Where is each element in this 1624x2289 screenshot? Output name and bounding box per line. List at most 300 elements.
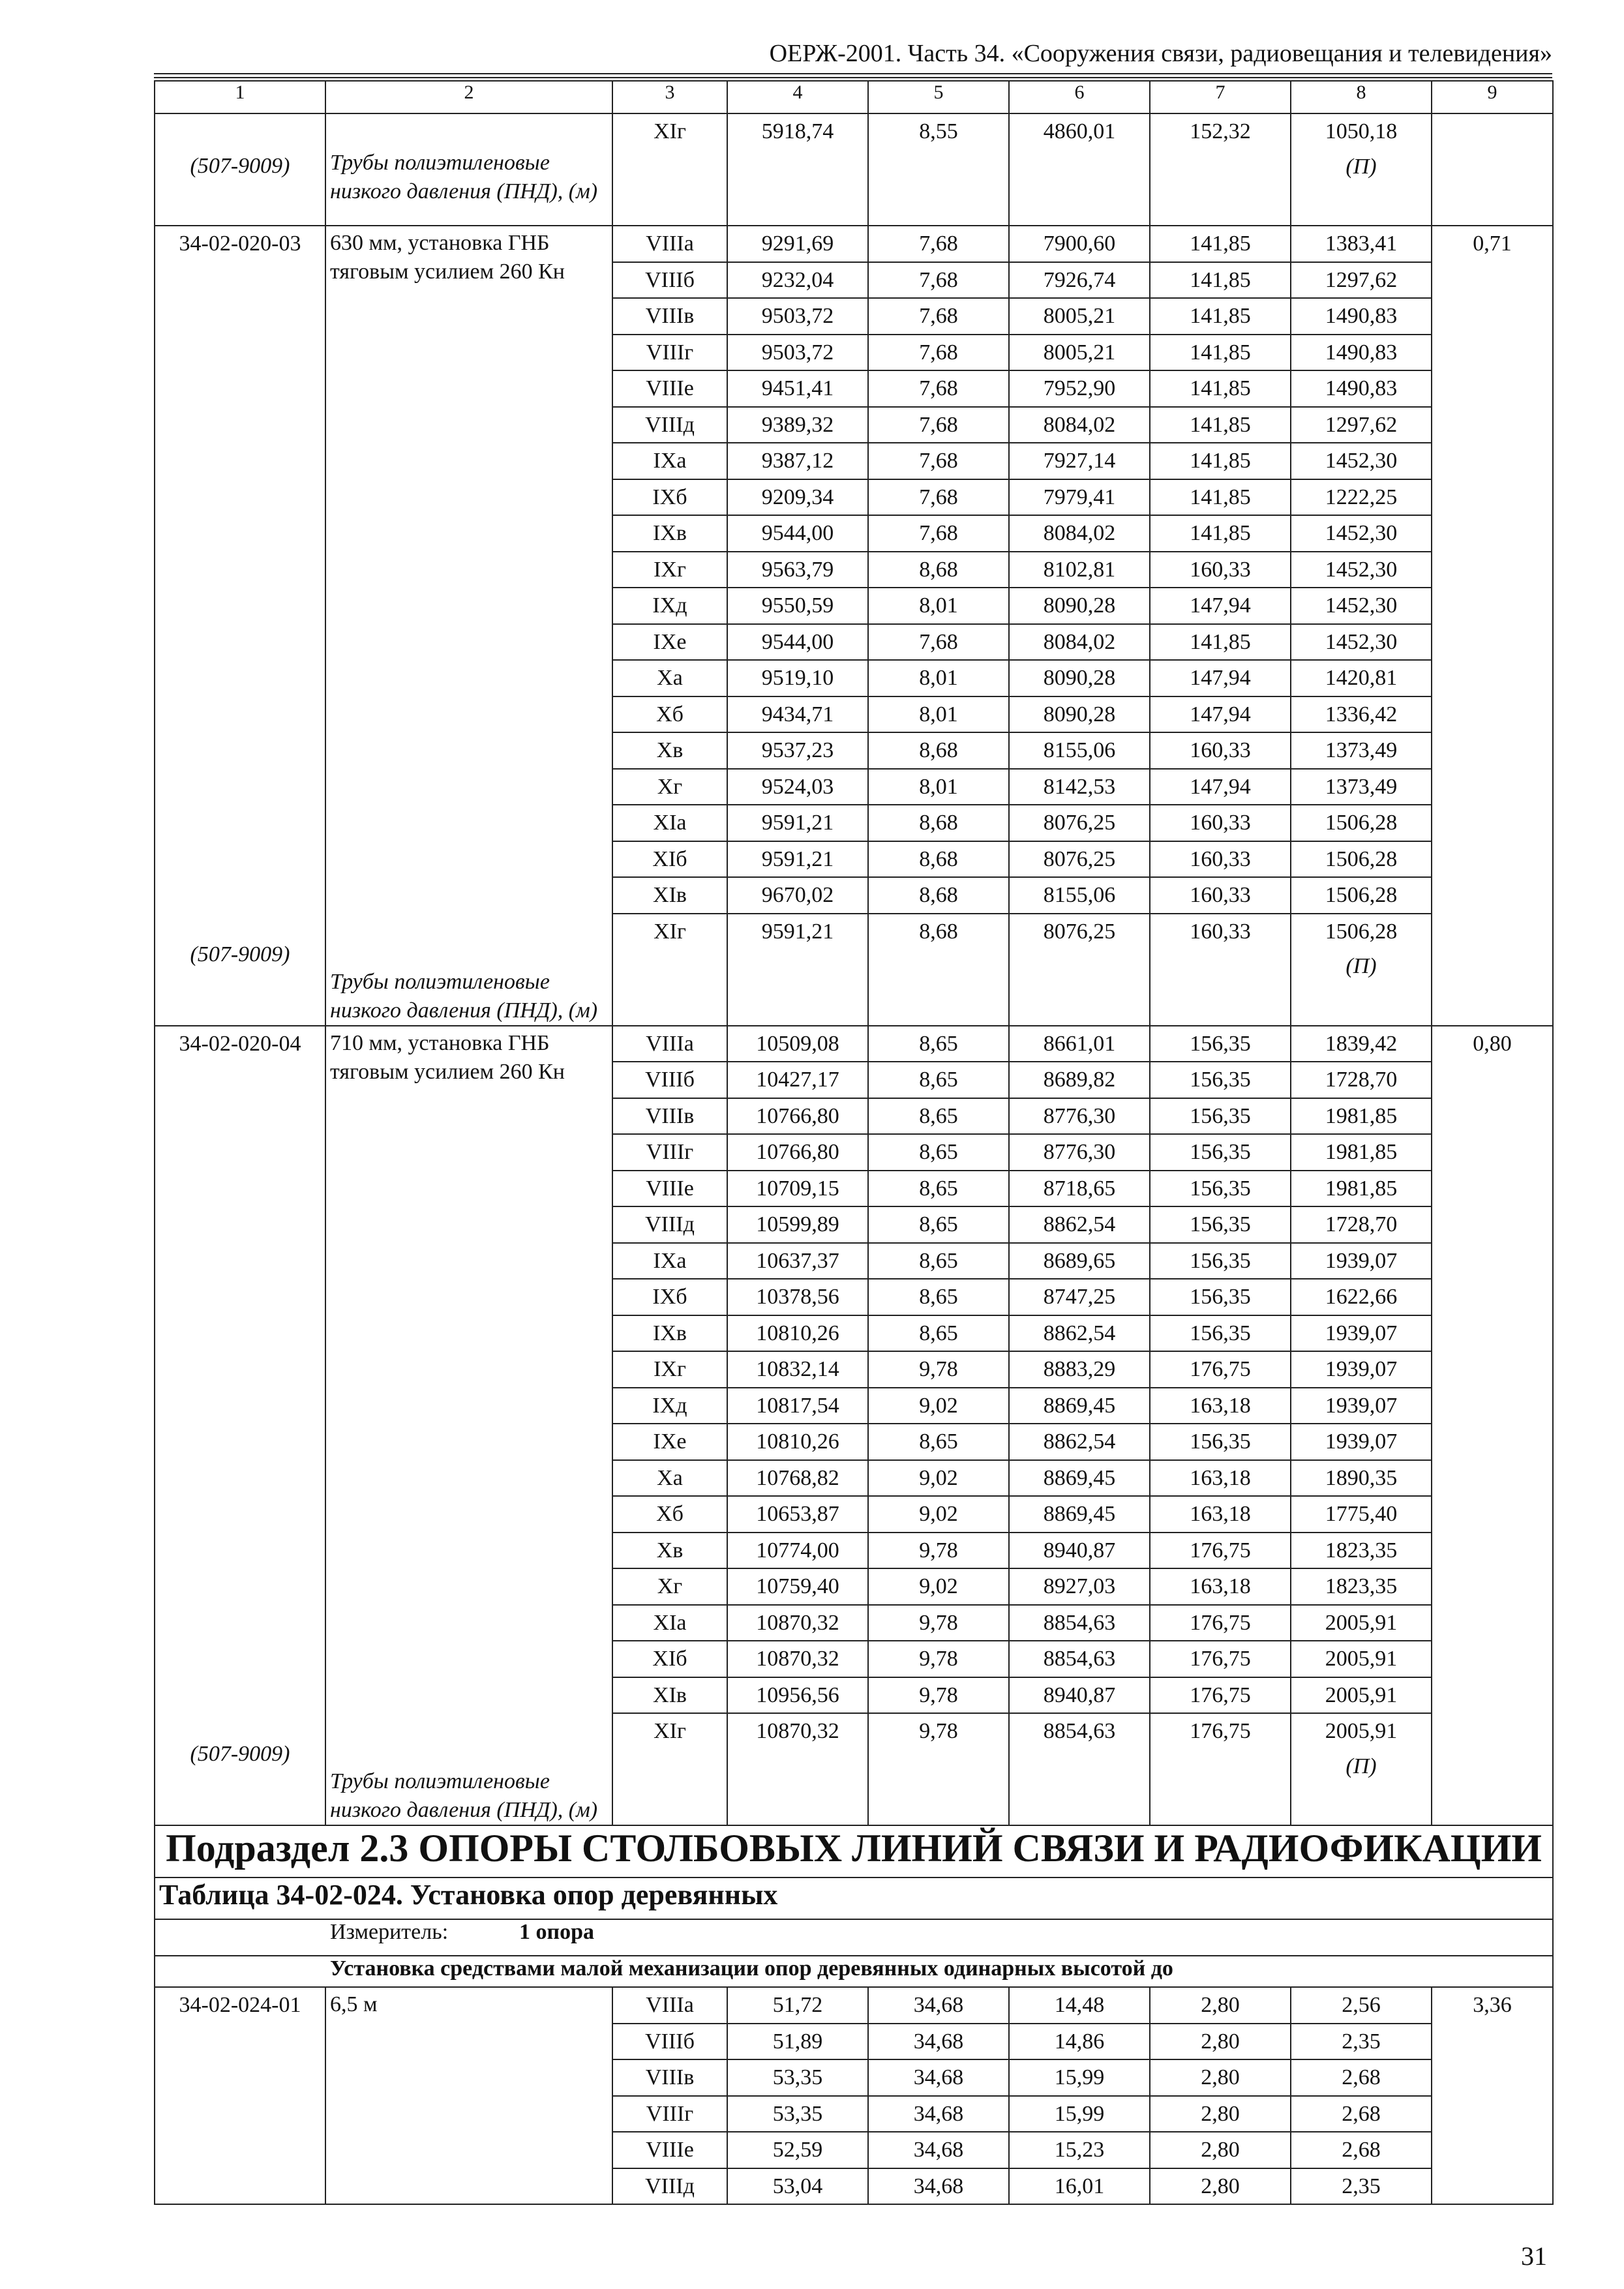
page-number: 31 (1521, 2241, 1547, 2271)
value-cell: 156,35 (1150, 1424, 1291, 1460)
zone-cell: IXд (612, 588, 727, 624)
zone-cell: VIIIд (612, 407, 727, 443)
value-cell: 9591,21 (727, 805, 868, 841)
value: 1336,42 (1325, 702, 1398, 726)
value: 1490,83 (1325, 304, 1398, 328)
value-cell: 7,68 (868, 370, 1009, 407)
value: 1452,30 (1325, 629, 1398, 654)
value-cell: 8,68 (868, 552, 1009, 588)
value-cell: 8,55 (868, 113, 1009, 226)
rates-table (154, 80, 1554, 2205)
value-cell: 141,85 (1150, 515, 1291, 552)
value-cell: 141,85 (1150, 262, 1291, 299)
value-cell: 8862,54 (1009, 1424, 1150, 1460)
value: 1490,83 (1325, 376, 1398, 400)
name-cell (325, 1987, 612, 2204)
value-cell (1291, 1351, 1432, 1388)
value-cell: 10637,37 (727, 1243, 868, 1279)
value-cell: 8862,54 (1009, 1315, 1150, 1352)
value-cell: 8869,45 (1009, 1460, 1150, 1497)
rate-name: 710 мм, установка ГНБ тяговым усилием 260 Кн (330, 1030, 565, 1084)
value: 1452,30 (1325, 449, 1398, 473)
value-cell: 160,33 (1150, 732, 1291, 769)
value-cell: 156,35 (1150, 1171, 1291, 1207)
value-cell: 7952,90 (1009, 370, 1150, 407)
value-cell: 8090,28 (1009, 588, 1150, 624)
zone-cell: VIIIв (612, 2059, 727, 2096)
value: 2,35 (1342, 2029, 1381, 2054)
value-cell: 2,80 (1150, 2168, 1291, 2205)
value-cell: 156,35 (1150, 1206, 1291, 1243)
value-cell: 141,85 (1150, 443, 1291, 479)
value-cell (1291, 696, 1432, 733)
value-cell: 8,65 (868, 1206, 1009, 1243)
value-cell (1291, 2132, 1432, 2168)
value-cell: 9,78 (868, 1533, 1009, 1569)
value-cell: 8076,25 (1009, 841, 1150, 878)
value-cell: 10768,82 (727, 1460, 868, 1497)
value: 1297,62 (1325, 267, 1398, 292)
zone-cell: Xа (612, 1460, 727, 1497)
value-cell: 8,68 (868, 877, 1009, 914)
value-cell: 10599,89 (727, 1206, 868, 1243)
value-cell: 9387,12 (727, 443, 868, 479)
zone-cell: Xг (612, 1568, 727, 1605)
value-cell (1291, 262, 1432, 299)
value-cell (1291, 805, 1432, 841)
value-cell (1291, 2168, 1432, 2205)
value-cell: 14,48 (1009, 1987, 1150, 2024)
zone-cell: XIб (612, 841, 727, 878)
value-cell: 9550,59 (727, 588, 868, 624)
zone-cell: VIIIд (612, 2168, 727, 2205)
zone-cell: XIа (612, 1605, 727, 1641)
value-cell (1291, 1098, 1432, 1135)
value-cell (1291, 1533, 1432, 1569)
value-cell: 176,75 (1150, 1533, 1291, 1569)
col-num: 7 (1150, 81, 1291, 113)
value-cell: 147,94 (1150, 769, 1291, 805)
value: 1452,30 (1325, 593, 1398, 618)
value-cell: 160,33 (1150, 841, 1291, 878)
value-cell: 10832,14 (727, 1351, 868, 1388)
zone-cell: IXа (612, 1243, 727, 1279)
value: 1981,85 (1325, 1176, 1398, 1201)
value: 2,68 (1342, 2138, 1381, 2162)
measure-value: 1 опора (519, 1920, 594, 1944)
pipe-code: (507-9009) (190, 154, 290, 178)
pipe-name-cell (325, 113, 612, 226)
value-cell: 156,35 (1150, 1243, 1291, 1279)
value: 1823,35 (1325, 1574, 1398, 1598)
value-cell: 8776,30 (1009, 1134, 1150, 1171)
value-cell: 141,85 (1150, 370, 1291, 407)
zone-cell: XIг (612, 1713, 727, 1825)
value-cell: 9,78 (868, 1641, 1009, 1677)
zone-cell: VIIIа (612, 1987, 727, 2024)
value-cell: 156,35 (1150, 1098, 1291, 1135)
value-cell: 9537,23 (727, 732, 868, 769)
value-cell: 10709,15 (727, 1171, 868, 1207)
pipe-name: Трубы полиэтиленовые низкого давления (ПНД), (м) (330, 151, 598, 203)
value-cell: 7,68 (868, 479, 1009, 516)
value-cell (1291, 660, 1432, 696)
value-cell (1291, 443, 1432, 479)
value-cell: 51,89 (727, 2024, 868, 2060)
value-cell: 53,35 (727, 2059, 868, 2096)
value-cell: 9670,02 (727, 877, 868, 914)
zone-cell: VIIIе (612, 370, 727, 407)
subsection-row (155, 1825, 1553, 1878)
value-cell: 8689,82 (1009, 1062, 1150, 1098)
rate-code: 34-02-020-03 (179, 232, 301, 256)
value-cell: 15,23 (1009, 2132, 1150, 2168)
value-cell: 7,68 (868, 407, 1009, 443)
value-cell: 10653,87 (727, 1496, 868, 1533)
value-cell: 10766,80 (727, 1098, 868, 1135)
value-cell (1291, 1062, 1432, 1098)
value-cell: 8,01 (868, 588, 1009, 624)
header-rule-double (154, 77, 1552, 78)
zone-cell: VIIIа (612, 226, 727, 262)
value-cell (1291, 1605, 1432, 1641)
value: 1622,66 (1325, 1285, 1398, 1309)
value: 1490,83 (1325, 340, 1398, 365)
col-num: 6 (1009, 81, 1150, 113)
value-cell: 8076,25 (1009, 914, 1150, 1026)
name-cell (325, 1026, 612, 1826)
value-cell: 141,85 (1150, 624, 1291, 661)
value-cell: 10810,26 (727, 1424, 868, 1460)
page-header: ОЕРЖ-2001. Часть 34. «Сооружения связи, радиовещания и телевидения» (769, 40, 1552, 67)
zone-cell: Xб (612, 696, 727, 733)
zone-cell: VIIIб (612, 2024, 727, 2060)
zone-cell: VIIIв (612, 298, 727, 335)
value: 1506,28 (1325, 846, 1398, 871)
pipe-name: Трубы полиэтиленовые низкого давления (ПНД), (м) (330, 969, 598, 1023)
zone-cell: Xв (612, 1533, 727, 1569)
value-cell: 10870,32 (727, 1713, 868, 1825)
value-cell (1291, 1243, 1432, 1279)
value-cell: 9,02 (868, 1388, 1009, 1424)
value-cell: 176,75 (1150, 1605, 1291, 1641)
value-cell: 147,94 (1150, 588, 1291, 624)
value: 1981,85 (1325, 1140, 1398, 1164)
block-034-02-020-03 (155, 226, 1553, 1026)
value-cell: 8,65 (868, 1062, 1009, 1098)
zone-cell: Xб (612, 1496, 727, 1533)
value-cell (1291, 1315, 1432, 1352)
value-cell (1291, 1641, 1432, 1677)
table-title: Таблица 34-02-024. Установка опор деревянных (155, 1878, 1553, 1919)
value-cell: 34,68 (868, 2059, 1009, 2096)
zone-cell: IXв (612, 515, 727, 552)
zone-cell: VIIIе (612, 2132, 727, 2168)
value-cell: 8,65 (868, 1134, 1009, 1171)
value-cell: 8084,02 (1009, 515, 1150, 552)
value-cell: 8155,06 (1009, 732, 1150, 769)
value: 1506,28 (1325, 883, 1398, 907)
value: 1222,25 (1325, 485, 1398, 509)
zone-cell: IXг (612, 552, 727, 588)
value-cell: 34,68 (868, 2168, 1009, 2205)
value-cell: 8,65 (868, 1243, 1009, 1279)
value-cell: 10870,32 (727, 1605, 868, 1641)
value-cell: 14,86 (1009, 2024, 1150, 2060)
value: 1420,81 (1325, 666, 1398, 690)
value: 1981,85 (1325, 1103, 1398, 1128)
value-cell: 8689,65 (1009, 1243, 1150, 1279)
value: 1728,70 (1325, 1212, 1398, 1236)
value-cell: 176,75 (1150, 1351, 1291, 1388)
table-row (155, 113, 1553, 226)
value-cell: 156,35 (1150, 1315, 1291, 1352)
value-cell: 9,02 (868, 1460, 1009, 1497)
value-cell: 10759,40 (727, 1568, 868, 1605)
value-cell (1291, 1279, 1432, 1315)
value-cell: 8,68 (868, 841, 1009, 878)
col-num: 3 (612, 81, 727, 113)
zone-cell: VIIIб (612, 1062, 727, 1098)
col-num: 2 (325, 81, 612, 113)
zone-cell: VIIIв (612, 1098, 727, 1135)
value-cell: 8,65 (868, 1026, 1009, 1062)
value-cell (1291, 479, 1432, 516)
name-cell (325, 226, 612, 1026)
value-cell: 7,68 (868, 515, 1009, 552)
value-cell: 34,68 (868, 1987, 1009, 2024)
value-cell: 9,78 (868, 1351, 1009, 1388)
value: 2005,91 (1325, 1683, 1398, 1707)
zone-cell: IXе (612, 1424, 727, 1460)
value-cell: 9519,10 (727, 660, 868, 696)
zone-cell: VIIIа (612, 1026, 727, 1062)
zone-cell: Xа (612, 660, 727, 696)
value-cell (1291, 1206, 1432, 1243)
value: 1939,07 (1325, 1393, 1398, 1418)
value-cell (1291, 1424, 1432, 1460)
value-cell: 9291,69 (727, 226, 868, 262)
value-cell: 8,01 (868, 769, 1009, 805)
value-cell: 163,18 (1150, 1460, 1291, 1497)
table-row (155, 1026, 1553, 1062)
value: 1506,28 (1325, 919, 1398, 944)
value-cell (1291, 877, 1432, 914)
value-cell: 8084,02 (1009, 624, 1150, 661)
value-cell: 34,68 (868, 2132, 1009, 2168)
value-cell: 9232,04 (727, 262, 868, 299)
value-cell: 9563,79 (727, 552, 868, 588)
value-cell: 8102,81 (1009, 552, 1150, 588)
value-cell: 34,68 (868, 2096, 1009, 2132)
value-cell: 8718,65 (1009, 1171, 1150, 1207)
rate-name: 6,5 м (330, 1992, 378, 2016)
value: 2005,91 (1325, 1719, 1398, 1743)
block-034-02-020-04 (155, 1026, 1553, 1826)
value-cell: 8883,29 (1009, 1351, 1150, 1388)
value-cell: 34,68 (868, 2024, 1009, 2060)
zone-cell: VIIIг (612, 335, 727, 371)
value-cell: 8854,63 (1009, 1641, 1150, 1677)
coef-cell: 0,71 (1432, 226, 1553, 1026)
value-cell (1291, 624, 1432, 661)
value-cell: 8,01 (868, 660, 1009, 696)
value-cell: 160,33 (1150, 914, 1291, 1026)
value-cell: 10817,54 (727, 1388, 868, 1424)
value-cell: 15,99 (1009, 2096, 1150, 2132)
value-cell: 7927,14 (1009, 443, 1150, 479)
value-cell: 9209,34 (727, 479, 868, 516)
value: 2,56 (1342, 1993, 1381, 2017)
value: 2005,91 (1325, 1647, 1398, 1671)
value-cell: 9,78 (868, 1713, 1009, 1825)
value-cell: 7,68 (868, 262, 1009, 299)
value-cell: 53,35 (727, 2096, 868, 2132)
value: 1939,07 (1325, 1357, 1398, 1381)
value-cell: 10427,17 (727, 1062, 868, 1098)
col-num: 5 (868, 81, 1009, 113)
value-cell: 15,99 (1009, 2059, 1150, 2096)
value-cell: 9544,00 (727, 515, 868, 552)
value-cell: 5918,74 (727, 113, 868, 226)
col-num: 8 (1291, 81, 1432, 113)
value-cell: 156,35 (1150, 1062, 1291, 1098)
value-cell (1291, 298, 1432, 335)
value-cell: 7,68 (868, 226, 1009, 262)
value-cell (1291, 407, 1432, 443)
value: 1383,41 (1325, 232, 1398, 256)
zone-cell: Xг (612, 769, 727, 805)
install-caption: Установка средствами малой механизации опор деревянных одинарных высотой до (330, 1956, 1173, 1981)
value-cell: 160,33 (1150, 552, 1291, 588)
value-cell (1291, 841, 1432, 878)
value-cell: 2,80 (1150, 2132, 1291, 2168)
value-cell: 8,65 (868, 1171, 1009, 1207)
value-cell: 163,18 (1150, 1496, 1291, 1533)
zone-cell: VIIIг (612, 1134, 727, 1171)
value-cell: 10956,56 (727, 1677, 868, 1714)
value-cell: 147,94 (1150, 696, 1291, 733)
value-cell (1291, 335, 1432, 371)
value-cell: 9,02 (868, 1496, 1009, 1533)
zone-cell: XIа (612, 805, 727, 841)
value-cell: 9434,71 (727, 696, 868, 733)
value-cell: 8,68 (868, 914, 1009, 1026)
value-cell: 156,35 (1150, 1279, 1291, 1315)
value-cell: 7,68 (868, 624, 1009, 661)
value-cell (1291, 732, 1432, 769)
zone-cell: VIIIг (612, 2096, 727, 2132)
value-cell: 16,01 (1009, 2168, 1150, 2205)
value-cell: 163,18 (1150, 1388, 1291, 1424)
value-cell: 2,80 (1150, 2059, 1291, 2096)
value-cell: 141,85 (1150, 226, 1291, 262)
value-cell: 9,02 (868, 1568, 1009, 1605)
value: 1823,35 (1325, 1538, 1398, 1563)
value-cell: 10378,56 (727, 1279, 868, 1315)
rate-code: 34-02-020-04 (179, 1031, 301, 1056)
value-cell: 152,32 (1150, 113, 1291, 226)
value-cell: 160,33 (1150, 877, 1291, 914)
value-cell: 8862,54 (1009, 1206, 1150, 1243)
zone-cell: IXв (612, 1315, 727, 1352)
table-row (155, 226, 1553, 262)
value-cell: 160,33 (1150, 805, 1291, 841)
value-cell (1291, 2059, 1432, 2096)
zone-cell: XIг (612, 914, 727, 1026)
zone-cell: XIв (612, 877, 727, 914)
subsection-title: Подраздел 2.3 ОПОРЫ СТОЛБОВЫХ ЛИНИЙ СВЯЗИ И РАДИОФИКАЦИИ (155, 1825, 1553, 1878)
value-cell (1291, 1677, 1432, 1714)
value: 2005,91 (1325, 1610, 1398, 1635)
value-cell (1291, 370, 1432, 407)
value-cell: 9524,03 (727, 769, 868, 805)
pipe-code: (507-9009) (190, 1742, 290, 1766)
value-cell: 8,65 (868, 1098, 1009, 1135)
rate-code: 34-02-024-01 (179, 1993, 301, 2017)
value-cell: 8090,28 (1009, 696, 1150, 733)
value-cell: 8,65 (868, 1315, 1009, 1352)
value-cell: 53,04 (727, 2168, 868, 2205)
value-cell: 141,85 (1150, 407, 1291, 443)
measure-row (155, 1919, 1553, 1956)
value: 1939,07 (1325, 1248, 1398, 1273)
rate-name: 630 мм, установка ГНБ тяговым усилием 260 Кн (330, 231, 565, 284)
coef-cell: 0,80 (1432, 1026, 1553, 1826)
zone-cell: IXб (612, 1279, 727, 1315)
value-cell (1291, 552, 1432, 588)
pipe-marker: (П) (1346, 954, 1377, 978)
value-cell: 9,78 (868, 1605, 1009, 1641)
value-cell (1291, 1460, 1432, 1497)
value-cell: 10774,00 (727, 1533, 868, 1569)
value-cell (1291, 1987, 1432, 2024)
value: 1839,42 (1325, 1031, 1398, 1056)
value-cell: 176,75 (1150, 1713, 1291, 1825)
value-cell: 141,85 (1150, 479, 1291, 516)
value: 1297,62 (1325, 412, 1398, 437)
value: 1939,07 (1325, 1321, 1398, 1345)
value-cell (1291, 1713, 1432, 1825)
value-cell: 9451,41 (727, 370, 868, 407)
col-num: 1 (155, 81, 325, 113)
value-cell: 7,68 (868, 443, 1009, 479)
value: 2,68 (1342, 2101, 1381, 2126)
code-cell (155, 1987, 325, 2204)
code-cell (155, 1026, 325, 1826)
zone-cell: IXб (612, 479, 727, 516)
value-cell: 9503,72 (727, 335, 868, 371)
value-cell (1291, 769, 1432, 805)
value-cell: 156,35 (1150, 1026, 1291, 1062)
zone-cell: VIIIб (612, 262, 727, 299)
value-cell: 4860,01 (1009, 113, 1150, 226)
value: 1506,28 (1325, 811, 1398, 835)
value-cell: 9591,21 (727, 914, 868, 1026)
pipe-name: Трубы полиэтиленовые низкого давления (ПНД), (м) (330, 1769, 598, 1822)
value-cell (1291, 1026, 1432, 1062)
value-cell: 8776,30 (1009, 1098, 1150, 1135)
value-cell (1291, 515, 1432, 552)
value-cell: 8854,63 (1009, 1713, 1150, 1825)
code-cell (155, 226, 325, 1026)
value-cell: 8661,01 (1009, 1026, 1150, 1062)
value-cell (1291, 1388, 1432, 1424)
value-cell: 10870,32 (727, 1641, 868, 1677)
value-cell: 8005,21 (1009, 298, 1150, 335)
zone-cell: IXе (612, 624, 727, 661)
value: 1890,35 (1325, 1465, 1398, 1490)
